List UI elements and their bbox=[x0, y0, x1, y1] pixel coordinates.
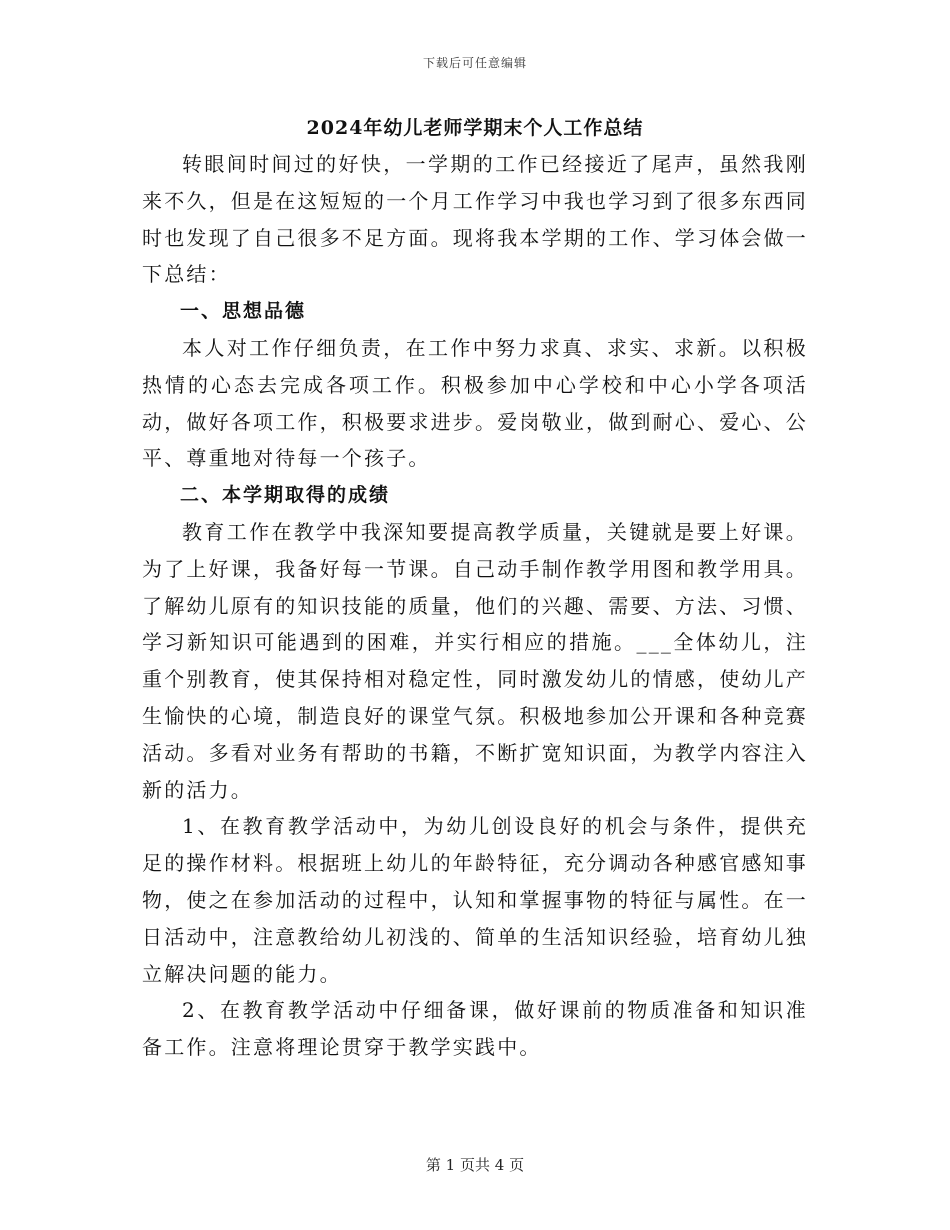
intro-paragraph: 转眼间时间过的好快，一学期的工作已经接近了尾声，虽然我刚来不久，但是在这短短的一个月工作学习中我也学习到了很多东西同时也发现了自己很多不足方面。现将我本学期的工作、学习体会做一下总结： bbox=[142, 152, 808, 287]
document-title: 2024年幼儿老师学期末个人工作总结 bbox=[306, 117, 644, 139]
page-number: 第 1 页共 4 页 bbox=[425, 1156, 525, 1174]
section-heading-achievements: 二、本学期取得的成绩 bbox=[180, 484, 391, 507]
header-note: 下载后可任意编辑 bbox=[422, 56, 527, 70]
ideology-paragraph: 本人对工作仔细负责，在工作中努力求真、求实、求新。以积极热情的心态去完成各项工作。积极参加中心学校和中心小学各项活动，做好各项工作，积极要求进步。爱岗敬业，做到耐心、爱心、公平、尊重地对待每一个孩子。 bbox=[142, 335, 808, 471]
list-item-1: 1、在教育教学活动中，为幼儿创设良好的机会与条件，提供充足的操作材料。根据班上幼儿的年龄特征，充分调动各种感官感知事物，使之在参加活动的过程中，认知和掌握事物的特征与属性。在一日活动中，注意教给幼儿初浅的、简单的生活知识经验，培育幼儿独立解决问题的能力。 bbox=[142, 814, 808, 986]
achievements-paragraph: 教育工作在教学中我深知要提高教学质量，关键就是要上好课。为了上好课，我备好每一节课。自己动手制作教学用图和教学用具。了解幼儿原有的知识技能的质量，他们的兴趣、需要、方法、习惯、学习新知识可能遇到的困难，并实行相应的措施。___全体幼儿，注重个别教育，使其保持相对稳定性，同时激发幼儿的情感，使幼儿产生愉快的心境，制造良好的课堂气氛。积极地参加公开课和各种竞赛活动。多看对业务有帮助的书籍，不断扩宽知识面，为教学内容注入新的活力。 bbox=[142, 519, 808, 802]
section-heading-ideology: 一、思想品德 bbox=[180, 300, 307, 323]
list-item-2: 2、在教育教学活动中仔细备课，做好课前的物质准备和知识准备工作。注意将理论贯穿于教学实践中。 bbox=[142, 998, 808, 1060]
document-body bbox=[142, 110, 808, 1066]
